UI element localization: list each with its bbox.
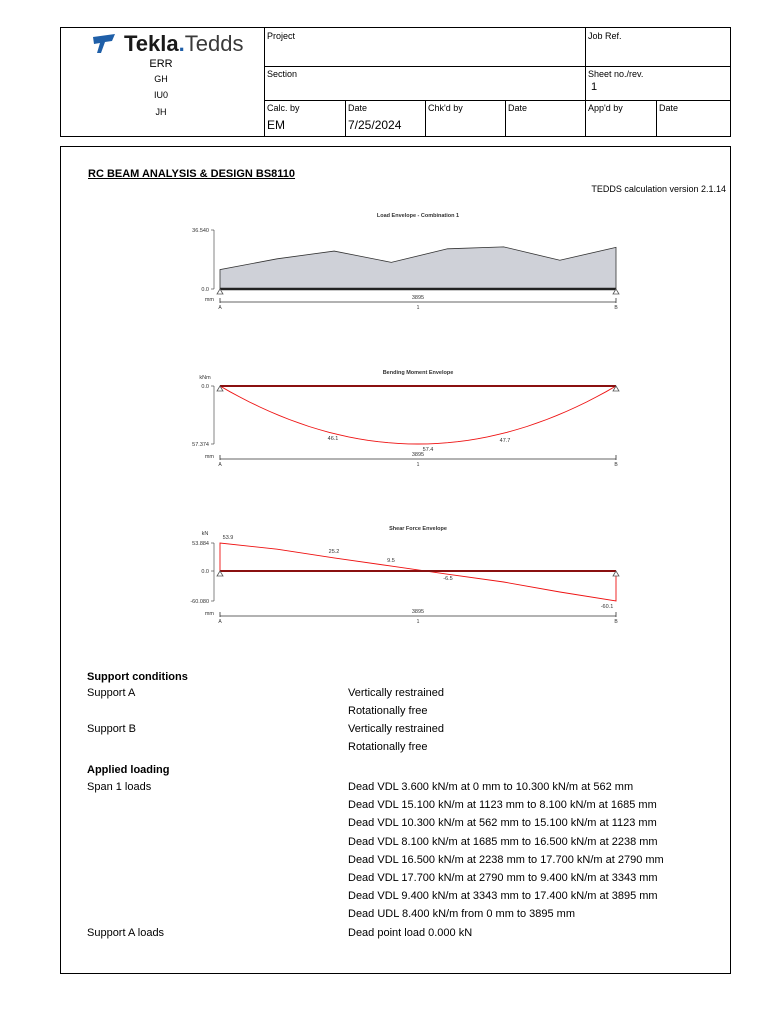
shear-value-label: -6.5	[443, 576, 453, 582]
calc-by-value: EM	[267, 118, 285, 132]
support-row-value: Rotationally free	[348, 705, 428, 717]
load-row-value: Dead VDL 16.500 kN/m at 2238 mm to 17.700 kN/m at 2790 mm	[348, 853, 664, 866]
date2-label: Date	[508, 103, 528, 113]
job-ref-label: Job Ref.	[588, 31, 622, 41]
load-row-value: Dead VDL 3.600 kN/m at 0 mm to 10.300 kN/m at 562 mm	[348, 781, 634, 793]
y-unit-label: kN	[201, 531, 209, 537]
y-bottom-label: -60.080	[190, 599, 209, 605]
chkd-by-label: Chk'd by	[428, 103, 463, 113]
y-bottom-label: 57.374	[192, 442, 209, 448]
date3-label: Date	[659, 103, 679, 113]
support-row-label: Support B	[87, 723, 136, 735]
load-row-value: Dead VDL 10.300 kN/m at 562 mm to 15.100 kN/m at 1123 mm	[348, 817, 657, 830]
load-row-label: Support A loads	[87, 926, 165, 939]
support-a-label: A	[218, 305, 222, 311]
logo-text-bold: Tekla	[124, 31, 179, 56]
company-line: IU0	[153, 90, 168, 100]
version-text: TEDDS calculation version 2.1.14	[591, 184, 726, 194]
chart-title: Shear Force Envelope	[389, 526, 447, 532]
load-row-value: Dead VDL 8.100 kN/m at 1685 mm to 16.500 kN/m at 2238 mm	[348, 835, 658, 848]
support-b-label: B	[614, 619, 618, 625]
load-row-label: Span 1 loads	[87, 781, 152, 793]
support-row-value: Rotationally free	[348, 741, 428, 753]
load-area	[220, 247, 616, 289]
support-b-label: B	[614, 305, 618, 311]
chart-title: Bending Moment Envelope	[382, 370, 454, 376]
support-a-label: A	[218, 462, 222, 468]
project-label: Project	[267, 31, 296, 41]
moment-curve	[220, 386, 616, 444]
shear-value-label: -60.1	[600, 604, 614, 610]
shear-value-label: 25.2	[328, 549, 340, 555]
calc-by-label: Calc. by	[267, 103, 300, 113]
span-length-label: 3895	[411, 295, 425, 301]
applied-loading-heading: Applied loading	[87, 764, 170, 776]
moment-value-label: 57.4	[422, 447, 434, 453]
x-unit-label: mm	[204, 297, 214, 303]
y-zero-label: 0.0	[201, 287, 209, 293]
logo-dot: .	[178, 31, 185, 56]
support-row-label: Support A	[87, 687, 136, 699]
support-a-label: A	[218, 619, 222, 625]
moment-value-label: 46.1	[327, 436, 339, 442]
span-length-label: 3895	[411, 452, 425, 458]
support-b-label: B	[614, 462, 618, 468]
section-label: Section	[267, 69, 298, 79]
load-row-value: Dead VDL 15.100 kN/m at 1123 mm to 8.100 kN/m at 1685 mm	[348, 799, 657, 812]
sheet-label: Sheet no./rev.	[588, 69, 644, 79]
company-line: GH	[154, 74, 168, 84]
date-value: 7/25/2024	[348, 118, 402, 132]
span-label: 1	[416, 619, 420, 625]
load-row-value: Dead VDL 9.400 kN/m at 3343 mm to 17.400 kN/m at 3895 mm	[348, 890, 658, 903]
doc-title: RC BEAM ANALYSIS & DESIGN BS8110	[88, 168, 296, 180]
appd-by-label: App'd by	[588, 103, 623, 113]
load-row-value: Dead UDL 8.400 kN/m from 0 mm to 3895 mm	[348, 908, 576, 921]
support-row-value: Vertically restrained	[348, 723, 444, 735]
shear-value-label: 9.5	[387, 558, 395, 564]
company-line: JH	[155, 107, 167, 117]
span-label: 1	[416, 305, 420, 311]
load-row-value: Dead point load 0.000 kN	[348, 926, 473, 939]
support-row-value: Vertically restrained	[348, 687, 444, 699]
date-label: Date	[348, 103, 368, 113]
load-row-value: Dead VDL 17.700 kN/m at 2790 mm to 9.400 kN/m at 3343 mm	[348, 872, 658, 884]
shear-value-label: 53.9	[222, 535, 234, 541]
y-max-label: 36.540	[192, 228, 209, 234]
y-top-label: 53.884	[192, 541, 209, 547]
moment-value-label: 47.7	[499, 438, 511, 444]
logo-text-light: Tedds	[184, 31, 244, 56]
y-zero-label: 0.0	[201, 569, 209, 575]
chart-title: Load Envelope - Combination 1	[376, 213, 460, 219]
support-conditions-heading: Support conditions	[87, 671, 188, 683]
span-length-label: 3895	[411, 609, 425, 615]
company-line: ERR	[149, 58, 173, 70]
y-top-label: 0.0	[201, 384, 209, 390]
x-unit-label: mm	[204, 454, 214, 460]
x-unit-label: mm	[204, 611, 214, 617]
span-label: 1	[416, 462, 420, 468]
y-unit-label: kNm	[199, 375, 211, 381]
sheet-value: 1	[591, 81, 598, 93]
